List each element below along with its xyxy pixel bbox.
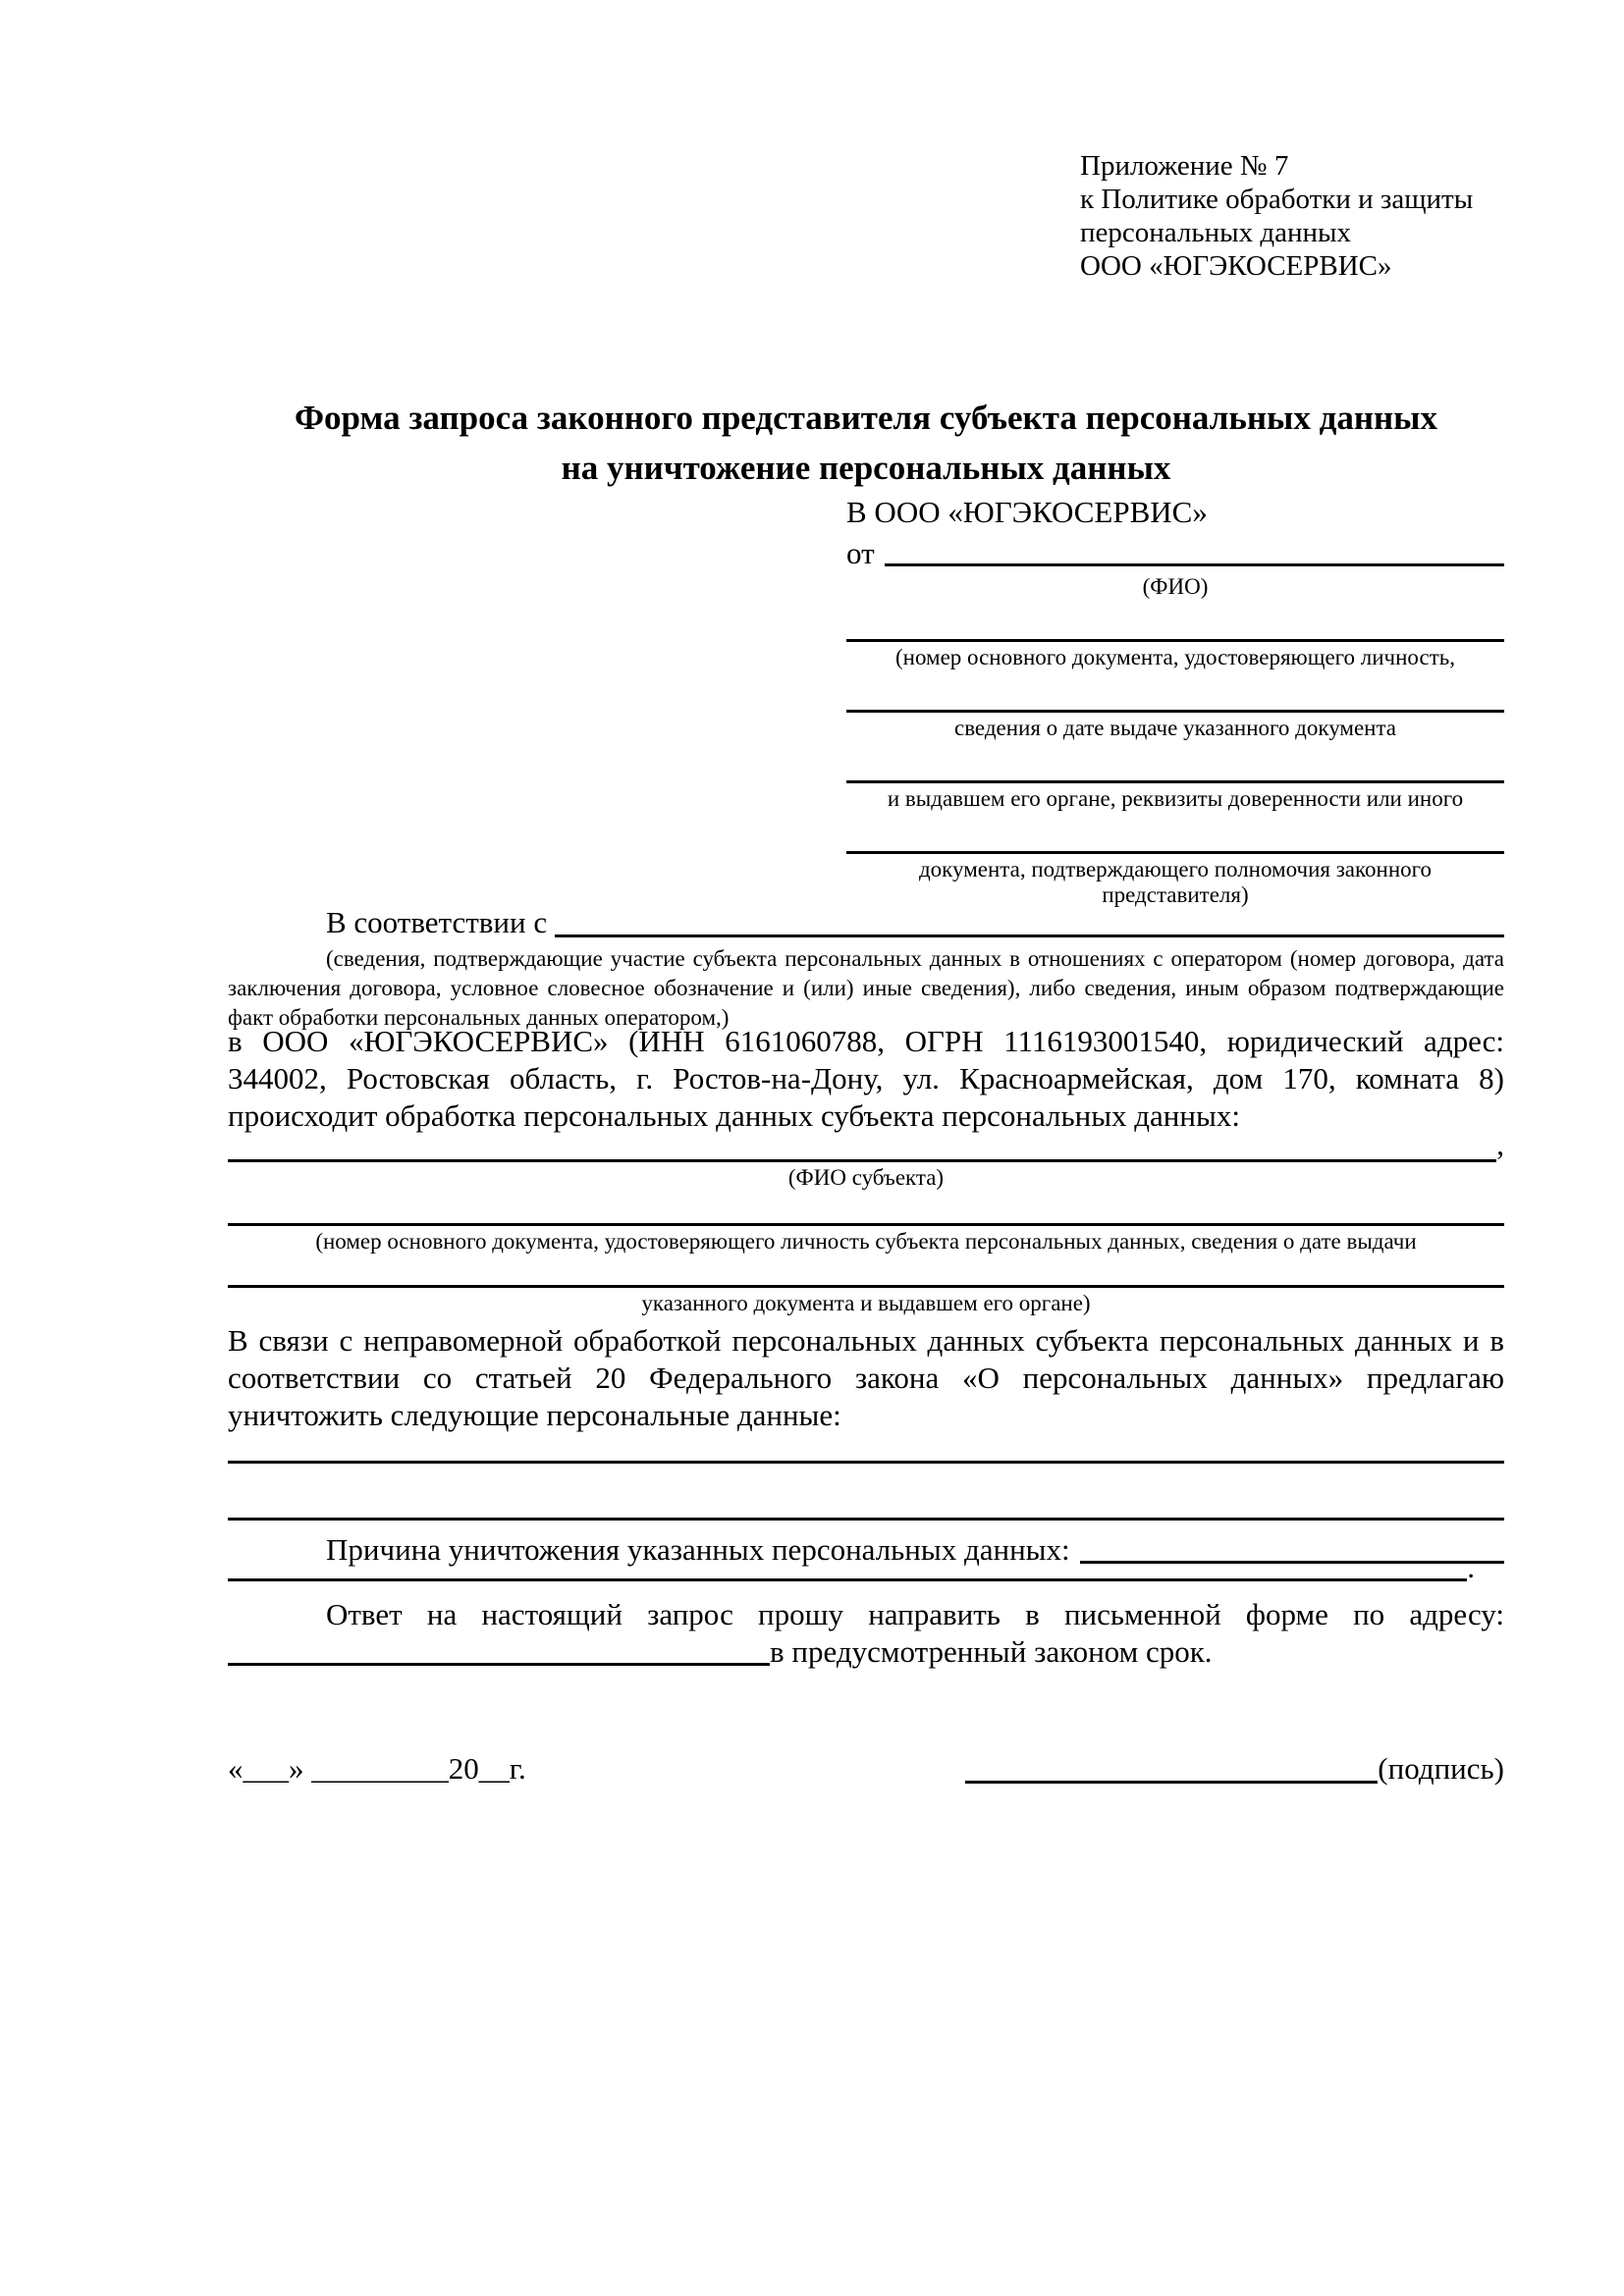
header-note-line-4: ООО «ЮГЭКОСЕРВИС» [1080, 250, 1392, 282]
footer-row [228, 1749, 1504, 1789]
representative-name-blank-line [885, 538, 1504, 566]
subject-doc-caption-1: (номер основного документа, удостоверяющего личность субъекта персональных данных, сведения о дате выдачи [315, 1229, 1417, 1254]
subject-fio-field [228, 1127, 1504, 1162]
operator-paragraph: в ООО «ЮГЭКОСЕРВИС» (ИНН 6161060788, ОГРН 1116193001540, юридический адрес: 344002, Ростовская область, г. Ростов-на-Дону, ул. Красноармейская, дом 170, комната 8) происходит обработка персональных данных субъекта персональных данных: [228, 1024, 1504, 1133]
reply-address-field [228, 1633, 1504, 1671]
period-mark: . [1467, 1550, 1475, 1584]
from-field [846, 532, 1504, 571]
signature-blank-line [965, 1755, 1378, 1784]
signature-caption: (подпись) [1378, 1751, 1504, 1786]
date-line: «___» _________20__г. [228, 1751, 526, 1786]
request-paragraph: В связи с неправомерной обработкой персональных данных субъекта персональных данных и в соответствии со статьей 20 Федерального закона «О персональных данных» предлагаю уничтожить следующие персональные данные: [228, 1323, 1504, 1432]
subject-doc-caption-2: указанного документа и выдавшем его органе) [641, 1291, 1091, 1315]
subject-doc-blank-line-1 [228, 1191, 1504, 1226]
fio-caption: (ФИО) [1142, 574, 1209, 599]
subject-fio-blank-line [228, 1130, 1496, 1162]
representative-doc-caption-2: сведения о дате выдаче указанного документа [953, 716, 1397, 740]
subject-fields [228, 1127, 1504, 1316]
representative-doc-caption-1: (номер основного документа, удостоверяющего личность, [894, 645, 1455, 669]
blank-line [846, 600, 1504, 642]
representative-doc-field-2 [846, 670, 1504, 741]
header-note-line-2: к Политике обработки и защиты [1080, 184, 1474, 215]
document-title [228, 393, 1504, 493]
blank-line [846, 812, 1504, 854]
representative-doc-caption-3: и выдавшем его органе, реквизиты доверенности или иного [887, 786, 1464, 811]
reason-continuation-blank-line [228, 1547, 1467, 1581]
representative-doc-caption-4: документа, подтверждающего полномочия законного представителя) [918, 857, 1432, 907]
reply-tail-text: в предусмотренный законом срок. [770, 1634, 1213, 1669]
from-label: от [846, 536, 875, 570]
representative-doc-field-3 [846, 741, 1504, 812]
blank-line [846, 741, 1504, 783]
header-note-line-1: Приложение № 7 [1080, 150, 1289, 182]
accordance-blank-line [555, 909, 1504, 937]
addressee-organization: В ООО «ЮГЭКОСЕРВИС» [846, 495, 1208, 529]
accordance-note: (сведения, подтверждающие участие субъекта персональных данных в отношениях с оператором (номер договора, дата заключения договора, условное словесное обозначение и (или) иные сведения), либо сведения, иным образом подтверждающие факт обработки персональных данных оператором,) [228, 946, 1504, 1030]
reply-address-blank-line [228, 1637, 770, 1666]
representative-doc-field-1 [846, 600, 1504, 670]
header-note-line-3: персональных данных [1080, 217, 1352, 248]
addressee-block [846, 493, 1504, 908]
data-blank-line-2 [228, 1482, 1504, 1521]
accordance-field [228, 903, 1504, 942]
document-title-line-2: на уничтожение персональных данных [561, 449, 1171, 487]
blank-line [846, 670, 1504, 713]
representative-doc-field-4 [846, 812, 1504, 908]
reply-paragraph: Ответ на настоящий запрос прошу направить в письменной форме по адресу: [326, 1597, 1504, 1631]
document-title-line-1: Форма запроса законного представителя субъекта персональных данных [295, 399, 1437, 437]
reason-continuation-field [228, 1547, 1475, 1586]
header-note [1080, 149, 1522, 283]
data-blank-line-1 [228, 1425, 1504, 1464]
reason-label: Причина уничтожения указанных персональных данных: [326, 1532, 1070, 1567]
subject-doc-blank-line-2 [228, 1255, 1504, 1288]
accordance-label: В соответствии с [326, 905, 548, 939]
subject-fio-comma: , [1496, 1127, 1504, 1161]
subject-fio-caption: (ФИО субъекта) [787, 1165, 945, 1190]
signature-field [965, 1749, 1504, 1789]
